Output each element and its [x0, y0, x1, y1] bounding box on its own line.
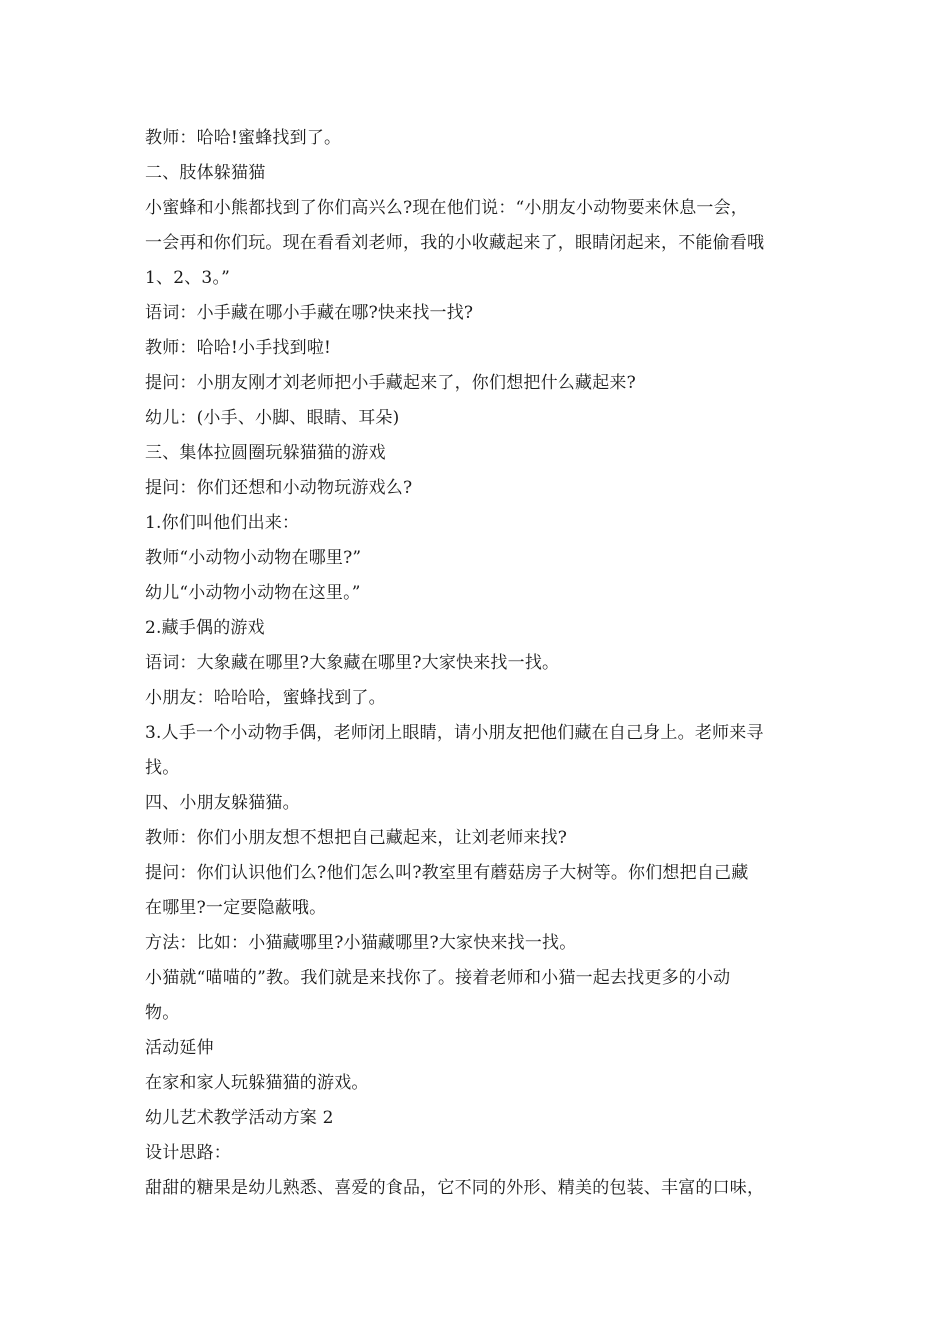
paragraph-line: 教师：哈哈!蜜蜂找到了。: [145, 128, 342, 148]
paragraph-line: 1、2、3。”: [145, 268, 231, 288]
section-heading: 二、肢体躲猫猫: [145, 163, 266, 183]
paragraph-line: 一会再和你们玩。现在看看刘老师，我的小收藏起来了，眼睛闭起来，不能偷看哦: [145, 233, 765, 253]
paragraph-line: 小蜜蜂和小熊都找到了你们高兴么?现在他们说：“小朋友小动物要来休息一会，: [145, 198, 749, 218]
section-heading: 三、集体拉圆圈玩躲猫猫的游戏: [145, 443, 386, 463]
paragraph-line: 教师：你们小朋友想不想把自己藏起来，让刘老师来找?: [145, 828, 568, 848]
paragraph-line: 在家和家人玩躲猫猫的游戏。: [145, 1073, 369, 1093]
paragraph-line: 幼儿：(小手、小脚、眼睛、耳朵): [145, 408, 400, 428]
paragraph-line: 方法：比如：小猫藏哪里?小猫藏哪里?大家快来找一找。: [145, 933, 577, 953]
paragraph-line: 甜甜的糖果是幼儿熟悉、喜爱的食品，它不同的外形、精美的包装、丰富的口味，: [145, 1178, 765, 1198]
section-heading: 四、小朋友躲猫猫。: [145, 793, 300, 813]
document-body: [145, 121, 817, 1206]
list-item: 1.你们叫他们出来：: [145, 513, 300, 533]
paragraph-line: 语词：小手藏在哪小手藏在哪?快来找一找?: [145, 303, 474, 323]
paragraph-line: 幼儿“小动物小动物在这里。”: [145, 583, 361, 603]
paragraph-line: 教师“小动物小动物在哪里?”: [145, 548, 362, 568]
paragraph-line: 教师：哈哈!小手找到啦!: [145, 338, 332, 358]
paragraph-line: 提问：你们认识他们么?他们怎么叫?教室里有蘑菇房子大树等。你们想把自己藏: [145, 863, 749, 883]
paragraph-line: 小猫就“喵喵的”教。我们就是来找你了。接着老师和小猫一起去找更多的小动: [145, 968, 731, 988]
paragraph-line: 物。: [145, 1003, 180, 1023]
list-item: 3.人手一个小动物手偶，老师闭上眼睛，请小朋友把他们藏在自己身上。老师来寻: [145, 723, 764, 743]
section-heading: 设计思路：: [145, 1143, 231, 1163]
section-heading: 活动延伸: [145, 1038, 214, 1058]
document-title: 幼儿艺术教学活动方案 2: [145, 1108, 334, 1128]
paragraph-line: 语词：大象藏在哪里?大象藏在哪里?大家快来找一找。: [145, 653, 560, 673]
list-item: 2.藏手偶的游戏: [145, 618, 265, 638]
paragraph-line: 提问：你们还想和小动物玩游戏么?: [145, 478, 413, 498]
paragraph-line: 找。: [145, 758, 180, 778]
paragraph-line: 在哪里?一定要隐蔽哦。: [145, 898, 327, 918]
paragraph-line: 提问：小朋友刚才刘老师把小手藏起来了，你们想把什么藏起来?: [145, 373, 636, 393]
paragraph-line: 小朋友：哈哈哈，蜜蜂找到了。: [145, 688, 386, 708]
